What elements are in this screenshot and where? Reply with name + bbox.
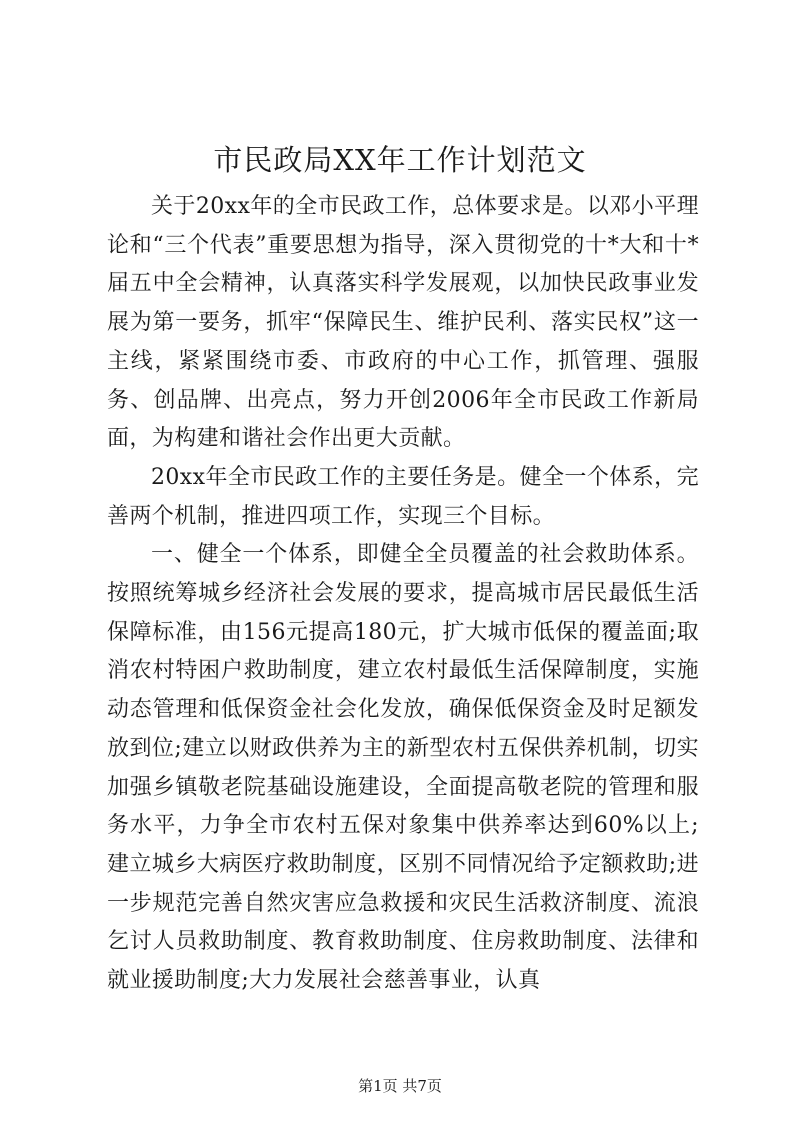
page-number-footer: 第1页 共7页 xyxy=(358,1077,442,1095)
paragraph-main-tasks: 20xx年全市民政工作的主要任务是。健全一个体系，完善两个机制，推进四项工作，实现三个目标。 xyxy=(107,464,699,529)
document-body xyxy=(107,188,699,1001)
paragraph-social-assistance-system: 一、健全一个体系，即健全全员覆盖的社会救助体系。按照统筹城乡经济社会发展的要求，提高城市居民最低生活保障标准，由156元提高180元，扩大城市低保的覆盖面;取消农村特困户救助制度，建立农村最低生活保障制度，实施动态管理和低保资金社会化发放，确保低保资金及时足额发放到位;建立以财政供养为主的新型农村五保供养机制，切实加强乡镇敬老院基础设施建设，全面提高敬老院的管理和服务水平，力争全市农村五保对象集中供养率达到60%以上;建立城乡大病医疗救助制度，区别不同情况给予定额救助;进一步规范完善自然灾害应急救援和灾民生活救济制度、流浪乞讨人员救助制度、教育救助制度、住房救助制度、法律和就业援助制度;大力发展社会慈善事业，认真 xyxy=(107,542,699,994)
document-title: 市民政局XX年工作计划范文 xyxy=(213,143,587,177)
paragraph-overall-requirements: 关于20xx年的全市民政工作，总体要求是。以邓小平理论和“三个代表”重要思想为指导，深入贯彻党的十*大和十*届五中全会精神，认真落实科学发展观，以加快民政事业发展为第一要务，抓牢“保障民生、维护民利、落实民权”这一主线，紧紧围绕市委、市政府的中心工作，抓管理、强服务、创品牌、出亮点，努力开创2006年全市民政工作新局面，为构建和谐社会作出更大贡献。 xyxy=(107,194,699,452)
